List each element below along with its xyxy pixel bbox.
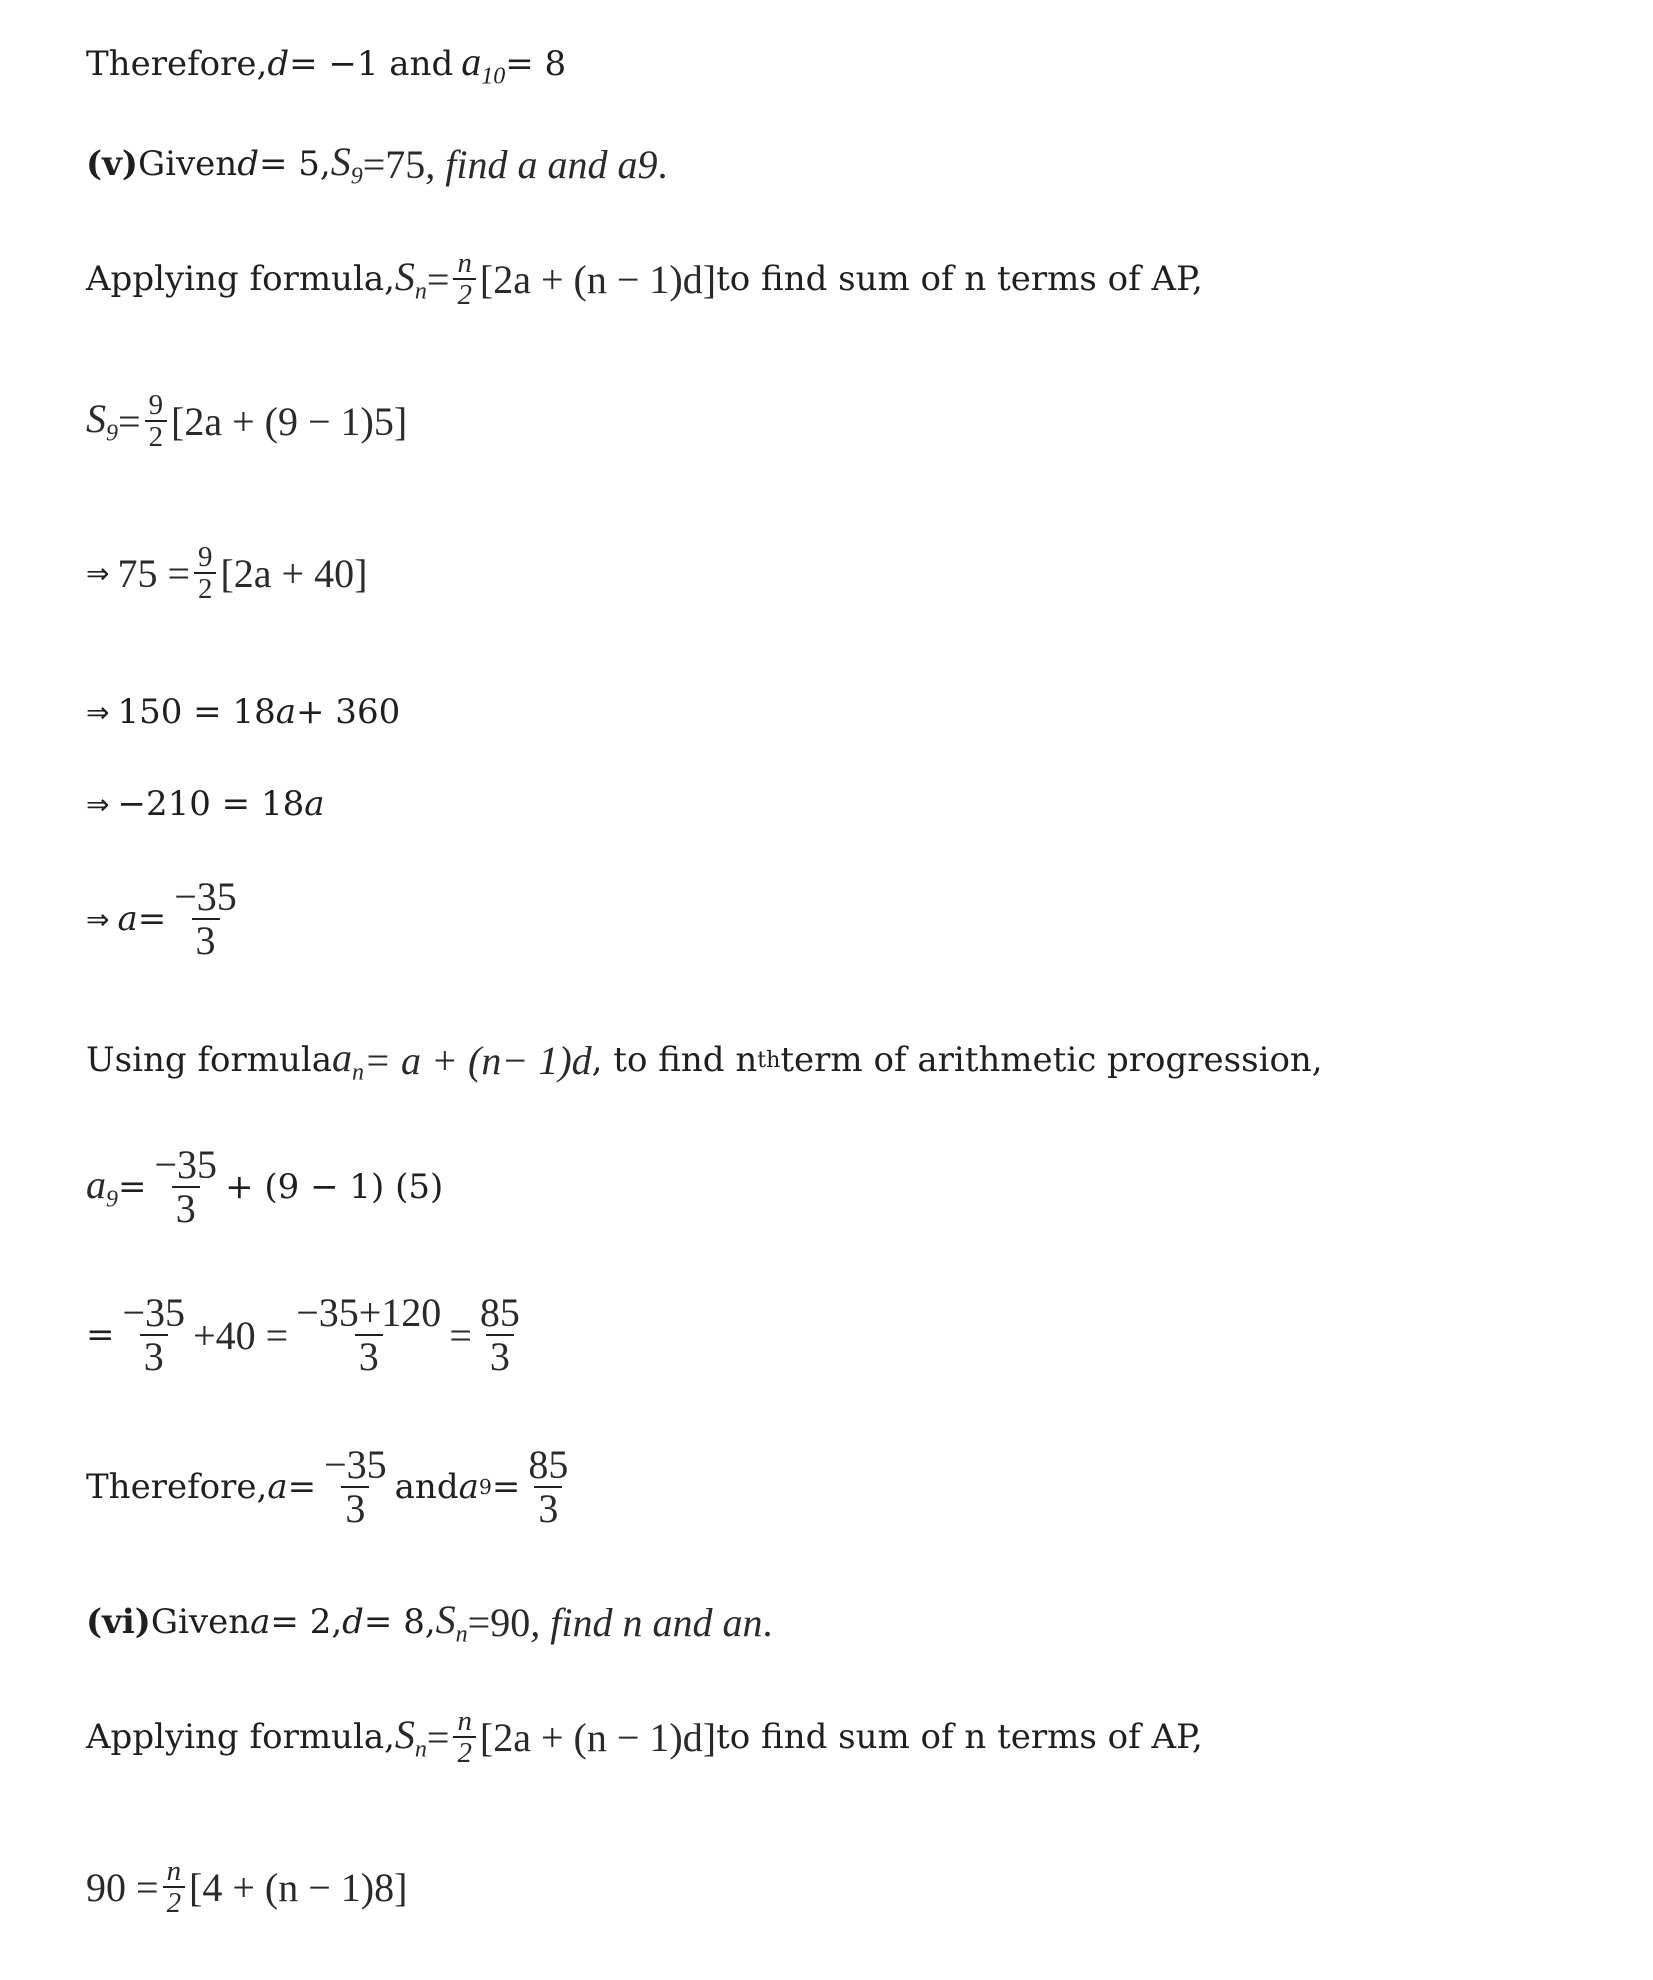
lhs: 90 = bbox=[86, 1864, 159, 1910]
lhs: 75 = bbox=[117, 550, 191, 596]
subscript: 9 bbox=[637, 141, 658, 187]
implies-icon: ⇒ bbox=[86, 556, 110, 590]
text: . bbox=[762, 1599, 773, 1645]
text: = 5, bbox=[258, 144, 331, 185]
subscript: n bbox=[414, 278, 427, 305]
text: Therefore, bbox=[86, 44, 268, 85]
denominator: 3 bbox=[341, 1486, 369, 1530]
denominator: 2 bbox=[453, 1736, 475, 1768]
line-given-vi bbox=[86, 1596, 772, 1648]
var-a: a bbox=[86, 1161, 106, 1207]
line-s9 bbox=[86, 390, 407, 453]
implies-icon: ⇒ bbox=[86, 695, 110, 729]
subscript: n bbox=[352, 1059, 365, 1086]
subscript: 9 bbox=[350, 163, 363, 190]
subscript: 9 bbox=[106, 1186, 118, 1213]
line-conclusion-iv bbox=[86, 38, 566, 90]
text: Given bbox=[137, 144, 238, 185]
numerator: 9 bbox=[198, 541, 213, 573]
part-label: (v) bbox=[86, 144, 138, 185]
denominator: 3 bbox=[140, 1334, 168, 1378]
equals: = bbox=[491, 1467, 521, 1507]
equals: = bbox=[426, 1714, 450, 1760]
value: 90 bbox=[490, 1599, 531, 1645]
equals: = bbox=[118, 1167, 147, 1207]
denominator: 3 bbox=[355, 1334, 383, 1378]
subscript: n bbox=[742, 1599, 763, 1645]
line-150 bbox=[86, 692, 400, 732]
equals: = bbox=[362, 141, 386, 187]
var-d: d bbox=[237, 144, 259, 185]
text: Applying formula, bbox=[86, 1717, 395, 1758]
line-a-value bbox=[86, 876, 245, 962]
equals: = bbox=[467, 1599, 491, 1645]
denominator: 3 bbox=[534, 1486, 562, 1530]
text: 150 = 18 bbox=[117, 692, 276, 732]
line-nth-formula bbox=[86, 1034, 1323, 1086]
bracket-expression: [4 + (n − 1)8] bbox=[189, 1864, 408, 1910]
bracket-expression: [2a + 40] bbox=[220, 550, 368, 596]
var-d: d bbox=[267, 44, 290, 85]
var-a: a bbox=[250, 1602, 271, 1643]
numerator: −35 bbox=[324, 1442, 387, 1487]
var-S: S bbox=[86, 396, 106, 442]
text: and bbox=[394, 1467, 459, 1507]
numerator: 85 bbox=[528, 1442, 569, 1487]
var-a: a bbox=[275, 692, 297, 732]
equals: = bbox=[86, 1315, 115, 1355]
text: , to find n bbox=[591, 1040, 758, 1081]
implies-icon: ⇒ bbox=[86, 902, 110, 936]
bracket-expression: [2a + (n − 1)d] bbox=[479, 1714, 717, 1760]
subscript: 9 bbox=[478, 1475, 492, 1499]
text: Using formula bbox=[86, 1040, 333, 1081]
numerator: −35+120 bbox=[296, 1290, 442, 1335]
text: . bbox=[657, 141, 668, 187]
text: Given bbox=[150, 1602, 251, 1643]
numerator: n bbox=[457, 247, 472, 279]
text: term of arithmetic progression, bbox=[780, 1040, 1323, 1081]
var-S: S bbox=[394, 1712, 415, 1758]
equals: = bbox=[287, 1467, 317, 1507]
equals: = bbox=[118, 398, 141, 444]
denominator: 2 bbox=[453, 278, 475, 310]
text: to find sum of n terms of AP, bbox=[716, 259, 1203, 300]
denominator: 3 bbox=[172, 1186, 200, 1230]
text: = 2, bbox=[270, 1602, 343, 1643]
var-S: S bbox=[435, 1597, 456, 1642]
formula-expression: = a + (n− 1)d bbox=[364, 1037, 592, 1083]
bracket-expression: [2a + (n − 1)d] bbox=[479, 256, 717, 302]
implies-icon: ⇒ bbox=[86, 787, 110, 821]
equals: = bbox=[137, 899, 167, 939]
numerator: n bbox=[457, 1705, 472, 1737]
numerator: 85 bbox=[479, 1290, 520, 1335]
var-a: a bbox=[458, 1467, 479, 1507]
line-given-v bbox=[86, 138, 668, 190]
part-label: (vi) bbox=[86, 1602, 151, 1643]
denominator: 2 bbox=[163, 1886, 185, 1918]
subscript: n bbox=[414, 1736, 427, 1763]
denominator: 3 bbox=[192, 918, 220, 962]
denominator: 2 bbox=[145, 420, 167, 452]
denominator: 3 bbox=[486, 1334, 514, 1378]
var-S: S bbox=[330, 139, 351, 184]
text: = −1 and bbox=[289, 44, 454, 85]
subscript: 9 bbox=[106, 420, 118, 447]
line-formula-2 bbox=[86, 1706, 1203, 1769]
var-a: a bbox=[304, 784, 325, 824]
given-text: , find n and a bbox=[530, 1599, 743, 1645]
text: + (9 − 1) (5) bbox=[225, 1167, 444, 1207]
var-S: S bbox=[394, 254, 415, 300]
var-a: a bbox=[267, 1467, 288, 1507]
text: +40 = bbox=[193, 1312, 289, 1358]
text: = 8, bbox=[363, 1602, 436, 1643]
line-a9 bbox=[86, 1144, 443, 1230]
var-a: a bbox=[461, 39, 482, 84]
numerator: n bbox=[166, 1855, 182, 1887]
line-conclusion-v bbox=[86, 1444, 576, 1530]
value: 75 bbox=[385, 141, 426, 187]
numerator: 9 bbox=[148, 389, 164, 421]
superscript: th bbox=[757, 1047, 781, 1074]
var-a: a bbox=[332, 1035, 353, 1080]
line-a9-compute bbox=[86, 1292, 528, 1378]
numerator: −35 bbox=[122, 1290, 186, 1335]
equals: = bbox=[449, 1312, 472, 1358]
text: + 360 bbox=[296, 692, 401, 732]
subscript: n bbox=[455, 1621, 468, 1648]
given-text: , find a and a bbox=[425, 141, 638, 187]
numerator: −35 bbox=[154, 1142, 218, 1187]
equals: = bbox=[426, 256, 450, 302]
bracket-expression: [2a + (9 − 1)5] bbox=[171, 398, 408, 444]
line-formula-1 bbox=[86, 248, 1203, 311]
text: = 8 bbox=[505, 44, 567, 85]
var-d: d bbox=[342, 1602, 364, 1643]
line-90 bbox=[86, 1856, 407, 1919]
numerator: −35 bbox=[174, 874, 237, 919]
subscript: 10 bbox=[481, 63, 506, 90]
denominator: 2 bbox=[194, 572, 216, 604]
text: to find sum of n terms of AP, bbox=[716, 1717, 1203, 1758]
text: −210 = 18 bbox=[117, 784, 305, 824]
text: Therefore, bbox=[86, 1467, 268, 1507]
text: Applying formula, bbox=[86, 259, 395, 300]
line-210 bbox=[86, 784, 325, 824]
var-a: a bbox=[117, 899, 138, 939]
line-75 bbox=[86, 542, 367, 605]
